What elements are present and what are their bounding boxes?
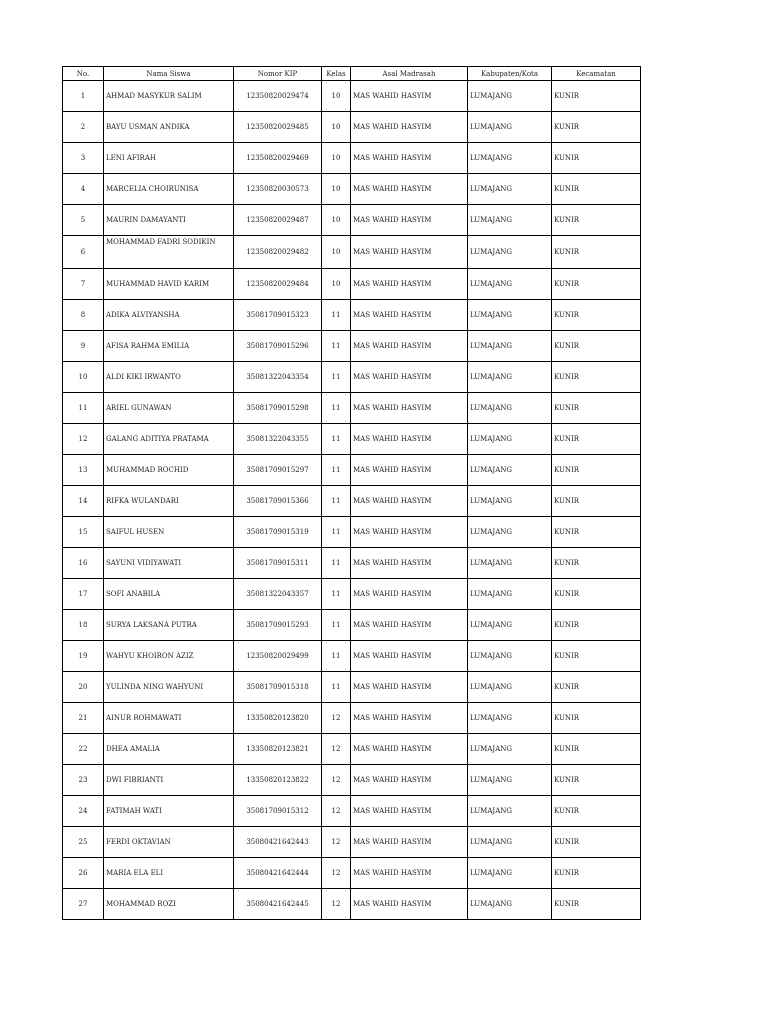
cell-kabupaten-kota: LUMAJANG: [468, 205, 552, 236]
cell-asal-madrasah: MAS WAHID HASYIM: [351, 174, 468, 205]
cell-kabupaten-kota: LUMAJANG: [468, 579, 552, 610]
header-asal-madrasah: Asal Madrasah: [351, 67, 468, 81]
cell-kecamatan: KUNIR: [552, 610, 641, 641]
table-row: [63, 300, 641, 331]
cell-kecamatan: KUNIR: [552, 796, 641, 827]
header-no: No.: [63, 67, 104, 81]
cell-kabupaten-kota: LUMAJANG: [468, 889, 552, 920]
cell-kecamatan: KUNIR: [552, 548, 641, 579]
table-row: [63, 269, 641, 300]
cell-nomor-kip: 12350820029499: [234, 641, 322, 672]
cell-kelas: 11: [322, 486, 351, 517]
table-row: [63, 889, 641, 920]
cell-kecamatan: KUNIR: [552, 362, 641, 393]
cell-kabupaten-kota: LUMAJANG: [468, 143, 552, 174]
table-row: [63, 143, 641, 174]
cell-nomor-kip: 35081709015298: [234, 393, 322, 424]
cell-kecamatan: KUNIR: [552, 236, 641, 269]
cell-asal-madrasah: MAS WAHID HASYIM: [351, 455, 468, 486]
table-row: [63, 331, 641, 362]
cell-no: 6: [63, 236, 104, 269]
cell-nomor-kip: 35080421642443: [234, 827, 322, 858]
cell-kelas: 10: [322, 143, 351, 174]
cell-asal-madrasah: MAS WAHID HASYIM: [351, 672, 468, 703]
cell-no: 17: [63, 579, 104, 610]
cell-kecamatan: KUNIR: [552, 579, 641, 610]
cell-kecamatan: KUNIR: [552, 331, 641, 362]
cell-asal-madrasah: MAS WAHID HASYIM: [351, 486, 468, 517]
cell-nama-siswa: FERDI OKTAVIAN: [104, 827, 234, 858]
cell-nama-siswa: MOHAMMAD ROZI: [104, 889, 234, 920]
cell-nomor-kip: 12350820029487: [234, 205, 322, 236]
cell-no: 20: [63, 672, 104, 703]
cell-asal-madrasah: MAS WAHID HASYIM: [351, 548, 468, 579]
cell-no: 11: [63, 393, 104, 424]
cell-nomor-kip: 13350820123820: [234, 703, 322, 734]
cell-kabupaten-kota: LUMAJANG: [468, 827, 552, 858]
cell-nomor-kip: 12350820029485: [234, 112, 322, 143]
cell-nama-siswa: MARCELIA CHOIRUNISA: [104, 174, 234, 205]
cell-no: 5: [63, 205, 104, 236]
cell-kelas: 12: [322, 734, 351, 765]
cell-no: 10: [63, 362, 104, 393]
cell-nama-siswa: WAHYU KHOIRON AZIZ: [104, 641, 234, 672]
cell-nama-siswa: MUHAMMAD HAVID KARIM: [104, 269, 234, 300]
cell-kabupaten-kota: LUMAJANG: [468, 765, 552, 796]
cell-no: 21: [63, 703, 104, 734]
cell-kabupaten-kota: LUMAJANG: [468, 858, 552, 889]
cell-kabupaten-kota: LUMAJANG: [468, 174, 552, 205]
cell-nomor-kip: 35081709015297: [234, 455, 322, 486]
student-kip-table: [62, 66, 641, 920]
cell-nomor-kip: 35081322043354: [234, 362, 322, 393]
cell-no: 4: [63, 174, 104, 205]
cell-kelas: 12: [322, 703, 351, 734]
cell-nomor-kip: 13350820123822: [234, 765, 322, 796]
cell-kecamatan: KUNIR: [552, 672, 641, 703]
table-row: [63, 81, 641, 112]
cell-nama-siswa: RIFKA WULANDARI: [104, 486, 234, 517]
cell-kabupaten-kota: LUMAJANG: [468, 548, 552, 579]
cell-no: 16: [63, 548, 104, 579]
cell-nomor-kip: 12350820029469: [234, 143, 322, 174]
cell-nama-siswa: SURYA LAKSANA PUTRA: [104, 610, 234, 641]
cell-kelas: 12: [322, 889, 351, 920]
cell-asal-madrasah: MAS WAHID HASYIM: [351, 889, 468, 920]
cell-kabupaten-kota: LUMAJANG: [468, 331, 552, 362]
cell-nama-siswa: YULINDA NING WAHYUNI: [104, 672, 234, 703]
cell-kelas: 11: [322, 300, 351, 331]
cell-kecamatan: KUNIR: [552, 112, 641, 143]
cell-nomor-kip: 35081709015318: [234, 672, 322, 703]
cell-no: 3: [63, 143, 104, 174]
cell-kabupaten-kota: LUMAJANG: [468, 300, 552, 331]
table-row: [63, 765, 641, 796]
cell-nama-siswa: SAYUNI VIDIYAWATI: [104, 548, 234, 579]
cell-nama-siswa: MARIA ELA ELI: [104, 858, 234, 889]
cell-nama-siswa: AFISA RAHMA EMILIA: [104, 331, 234, 362]
table-row: [63, 205, 641, 236]
cell-nomor-kip: 35081709015296: [234, 331, 322, 362]
cell-asal-madrasah: MAS WAHID HASYIM: [351, 703, 468, 734]
cell-kelas: 11: [322, 393, 351, 424]
header-nomor-kip: Nomor KIP: [234, 67, 322, 81]
header-kabupaten-kota: Kabupaten/Kota: [468, 67, 552, 81]
cell-nama-siswa: GALANG ADITIYA PRATAMA: [104, 424, 234, 455]
cell-kelas: 10: [322, 174, 351, 205]
cell-kelas: 11: [322, 548, 351, 579]
table-row: [63, 672, 641, 703]
cell-asal-madrasah: MAS WAHID HASYIM: [351, 858, 468, 889]
cell-asal-madrasah: MAS WAHID HASYIM: [351, 393, 468, 424]
table-row: [63, 858, 641, 889]
cell-no: 19: [63, 641, 104, 672]
cell-kabupaten-kota: LUMAJANG: [468, 486, 552, 517]
header-row: [63, 67, 641, 81]
table-row: [63, 424, 641, 455]
cell-no: 12: [63, 424, 104, 455]
cell-nomor-kip: 35081709015293: [234, 610, 322, 641]
cell-nama-siswa: LENI AFIRAH: [104, 143, 234, 174]
header-nama-siswa: Nama Siswa: [104, 67, 234, 81]
cell-kabupaten-kota: LUMAJANG: [468, 424, 552, 455]
cell-kelas: 11: [322, 672, 351, 703]
table-row: [63, 393, 641, 424]
header-kecamatan: Kecamatan: [552, 67, 641, 81]
table-row: [63, 796, 641, 827]
cell-kelas: 11: [322, 362, 351, 393]
cell-kabupaten-kota: LUMAJANG: [468, 81, 552, 112]
cell-kelas: 10: [322, 81, 351, 112]
table-row: [63, 362, 641, 393]
table-row: [63, 827, 641, 858]
cell-asal-madrasah: MAS WAHID HASYIM: [351, 734, 468, 765]
cell-kecamatan: KUNIR: [552, 455, 641, 486]
cell-nama-siswa: DWI FIBRIANTI: [104, 765, 234, 796]
cell-kabupaten-kota: LUMAJANG: [468, 455, 552, 486]
cell-kecamatan: KUNIR: [552, 734, 641, 765]
cell-asal-madrasah: MAS WAHID HASYIM: [351, 362, 468, 393]
cell-nama-siswa: MAURIN DAMAYANTI: [104, 205, 234, 236]
cell-kabupaten-kota: LUMAJANG: [468, 112, 552, 143]
cell-kecamatan: KUNIR: [552, 858, 641, 889]
cell-kabupaten-kota: LUMAJANG: [468, 672, 552, 703]
cell-nama-siswa: ARIEL GUNAWAN: [104, 393, 234, 424]
cell-no: 18: [63, 610, 104, 641]
cell-nama-siswa: SOFI ANABILA: [104, 579, 234, 610]
cell-kelas: 10: [322, 205, 351, 236]
cell-kelas: 11: [322, 455, 351, 486]
cell-asal-madrasah: MAS WAHID HASYIM: [351, 610, 468, 641]
cell-kecamatan: KUNIR: [552, 517, 641, 548]
cell-kabupaten-kota: LUMAJANG: [468, 269, 552, 300]
cell-nomor-kip: 12350820029484: [234, 269, 322, 300]
cell-nama-siswa: AHMAD MASYKUR SALIM: [104, 81, 234, 112]
cell-nama-siswa: ALDI KIKI IRWANTO: [104, 362, 234, 393]
cell-asal-madrasah: MAS WAHID HASYIM: [351, 796, 468, 827]
table-row: [63, 734, 641, 765]
table-row: [63, 703, 641, 734]
cell-nomor-kip: 35080421642444: [234, 858, 322, 889]
cell-kabupaten-kota: LUMAJANG: [468, 703, 552, 734]
cell-no: 22: [63, 734, 104, 765]
cell-nama-siswa: MOHAMMAD FADRI SODIKIN: [104, 236, 234, 269]
cell-nomor-kip: 35081709015311: [234, 548, 322, 579]
cell-no: 25: [63, 827, 104, 858]
cell-kabupaten-kota: LUMAJANG: [468, 362, 552, 393]
table-header: [63, 67, 641, 81]
cell-asal-madrasah: MAS WAHID HASYIM: [351, 765, 468, 796]
table-body: [63, 81, 641, 920]
header-kelas: Kelas: [322, 67, 351, 81]
cell-nomor-kip: 12350820030573: [234, 174, 322, 205]
cell-asal-madrasah: MAS WAHID HASYIM: [351, 300, 468, 331]
cell-no: 24: [63, 796, 104, 827]
cell-nama-siswa: BAYU USMAN ANDIKA: [104, 112, 234, 143]
cell-nama-siswa: AINUR ROHMAWATI: [104, 703, 234, 734]
cell-nama-siswa: ADIKA ALVIYANSHA: [104, 300, 234, 331]
table-row: [63, 455, 641, 486]
cell-nomor-kip: 12350820029474: [234, 81, 322, 112]
cell-asal-madrasah: MAS WAHID HASYIM: [351, 331, 468, 362]
cell-asal-madrasah: MAS WAHID HASYIM: [351, 236, 468, 269]
cell-nomor-kip: 35081322043357: [234, 579, 322, 610]
cell-kabupaten-kota: LUMAJANG: [468, 393, 552, 424]
cell-no: 1: [63, 81, 104, 112]
table-row: [63, 517, 641, 548]
cell-kabupaten-kota: LUMAJANG: [468, 517, 552, 548]
cell-kabupaten-kota: LUMAJANG: [468, 641, 552, 672]
cell-kelas: 12: [322, 858, 351, 889]
cell-asal-madrasah: MAS WAHID HASYIM: [351, 827, 468, 858]
cell-kelas: 11: [322, 579, 351, 610]
cell-kelas: 11: [322, 424, 351, 455]
cell-kecamatan: KUNIR: [552, 765, 641, 796]
cell-nomor-kip: 12350820029482: [234, 236, 322, 269]
cell-nomor-kip: 35080421642445: [234, 889, 322, 920]
table-row: [63, 579, 641, 610]
cell-asal-madrasah: MAS WAHID HASYIM: [351, 205, 468, 236]
table-row: [63, 174, 641, 205]
cell-nomor-kip: 35081709015312: [234, 796, 322, 827]
cell-kelas: 11: [322, 641, 351, 672]
cell-no: 9: [63, 331, 104, 362]
cell-asal-madrasah: MAS WAHID HASYIM: [351, 641, 468, 672]
cell-kelas: 10: [322, 269, 351, 300]
cell-nama-siswa: SAIFUL HUSEN: [104, 517, 234, 548]
cell-nomor-kip: 35081322043355: [234, 424, 322, 455]
cell-nomor-kip: 35081709015323: [234, 300, 322, 331]
cell-kelas: 12: [322, 827, 351, 858]
table-row: [63, 610, 641, 641]
cell-kecamatan: KUNIR: [552, 269, 641, 300]
table-row: [63, 236, 641, 269]
table-row: [63, 641, 641, 672]
cell-asal-madrasah: MAS WAHID HASYIM: [351, 269, 468, 300]
cell-no: 15: [63, 517, 104, 548]
cell-nomor-kip: 35081709015366: [234, 486, 322, 517]
cell-kelas: 12: [322, 765, 351, 796]
cell-asal-madrasah: MAS WAHID HASYIM: [351, 424, 468, 455]
cell-kecamatan: KUNIR: [552, 486, 641, 517]
cell-kelas: 11: [322, 610, 351, 641]
cell-kecamatan: KUNIR: [552, 703, 641, 734]
cell-kelas: 10: [322, 236, 351, 269]
cell-no: 8: [63, 300, 104, 331]
cell-asal-madrasah: MAS WAHID HASYIM: [351, 143, 468, 174]
cell-kecamatan: KUNIR: [552, 143, 641, 174]
cell-kelas: 12: [322, 796, 351, 827]
cell-kecamatan: KUNIR: [552, 889, 641, 920]
cell-nama-siswa: DHEA AMALIA: [104, 734, 234, 765]
cell-no: 13: [63, 455, 104, 486]
cell-kabupaten-kota: LUMAJANG: [468, 236, 552, 269]
table-row: [63, 548, 641, 579]
cell-asal-madrasah: MAS WAHID HASYIM: [351, 517, 468, 548]
cell-kecamatan: KUNIR: [552, 424, 641, 455]
cell-nama-siswa: FATIMAH WATI: [104, 796, 234, 827]
cell-nama-siswa: MUHAMMAD ROCHID: [104, 455, 234, 486]
cell-kecamatan: KUNIR: [552, 81, 641, 112]
cell-kecamatan: KUNIR: [552, 205, 641, 236]
cell-no: 23: [63, 765, 104, 796]
cell-asal-madrasah: MAS WAHID HASYIM: [351, 112, 468, 143]
cell-kecamatan: KUNIR: [552, 300, 641, 331]
cell-nomor-kip: 13350820123821: [234, 734, 322, 765]
cell-kabupaten-kota: LUMAJANG: [468, 610, 552, 641]
cell-kelas: 11: [322, 517, 351, 548]
cell-no: 26: [63, 858, 104, 889]
table-row: [63, 486, 641, 517]
table-row: [63, 112, 641, 143]
cell-kecamatan: KUNIR: [552, 393, 641, 424]
cell-nomor-kip: 35081709015319: [234, 517, 322, 548]
cell-kelas: 11: [322, 331, 351, 362]
cell-asal-madrasah: MAS WAHID HASYIM: [351, 579, 468, 610]
cell-no: 2: [63, 112, 104, 143]
cell-kelas: 10: [322, 112, 351, 143]
cell-no: 7: [63, 269, 104, 300]
cell-kecamatan: KUNIR: [552, 641, 641, 672]
cell-asal-madrasah: MAS WAHID HASYIM: [351, 81, 468, 112]
cell-kabupaten-kota: LUMAJANG: [468, 734, 552, 765]
cell-kecamatan: KUNIR: [552, 174, 641, 205]
cell-kecamatan: KUNIR: [552, 827, 641, 858]
cell-kabupaten-kota: LUMAJANG: [468, 796, 552, 827]
cell-no: 27: [63, 889, 104, 920]
cell-no: 14: [63, 486, 104, 517]
